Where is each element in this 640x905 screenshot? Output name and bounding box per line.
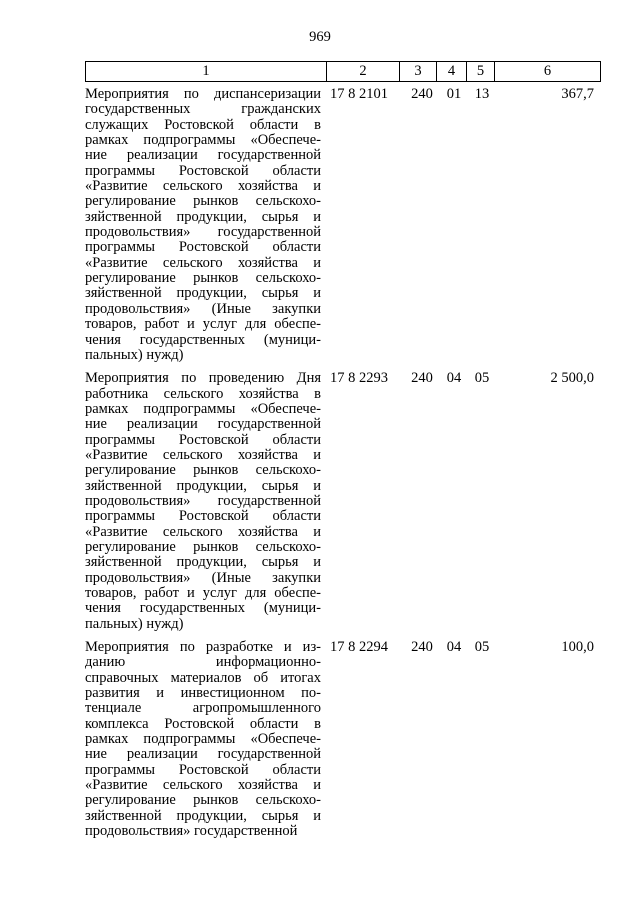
description-line: зяйственной продукции, сырья и	[85, 554, 321, 571]
description-line: ние реализации государственной	[85, 416, 321, 433]
page-number: 969	[309, 29, 331, 45]
table-header-row	[85, 61, 601, 82]
description-line: товаров, работ и услуг для обеспе-	[85, 316, 321, 333]
expense-type-code: 240	[411, 370, 433, 387]
description-line: комплекса Ростовской области в	[85, 715, 321, 732]
table-row	[85, 640, 601, 839]
description-line: рамках подпрограммы «Обеспече-	[85, 132, 321, 149]
description-line: «Развитие сельского хозяйства и	[85, 523, 321, 540]
expense-type-code: 240	[411, 639, 433, 656]
header-col-4: 4	[437, 62, 467, 81]
row-description	[85, 371, 321, 632]
description-line: данию информационно-	[85, 654, 321, 671]
amount-value: 2 500,0	[550, 370, 594, 387]
target-article-code: 17 8 2294	[330, 639, 388, 656]
row-description	[85, 87, 321, 363]
header-col-2: 2	[327, 62, 400, 81]
description-line: зяйственной продукции, сырья и	[85, 477, 321, 494]
description-line: зяйственной продукции, сырья и	[85, 208, 321, 225]
header-col-1: 1	[86, 62, 327, 81]
description-line: продовольствия» (Иные закупки	[85, 569, 321, 586]
subsection-code: 05	[474, 370, 490, 387]
amount-value: 100,0	[561, 639, 594, 656]
row-description	[85, 640, 321, 839]
description-line: чения государственных (муници-	[85, 600, 321, 617]
header-col-3: 3	[400, 62, 437, 81]
description-line: программы Ростовской области	[85, 761, 321, 778]
description-line: программы Ростовской области	[85, 239, 321, 256]
section-code: 04	[446, 370, 462, 387]
target-article-code: 17 8 2101	[330, 86, 388, 102]
description-line: ние реализации государственной	[85, 147, 321, 164]
description-line: программы Ростовской области	[85, 162, 321, 179]
description-line: «Развитие сельского хозяйства и	[85, 446, 321, 463]
description-line: продовольствия» государственной	[85, 492, 321, 509]
description-line: работника сельского хозяйства в	[85, 385, 321, 402]
description-line: продовольствия» государственной	[85, 823, 298, 840]
description-line: регулирование рынков сельскохо-	[85, 270, 321, 287]
description-line: тенциале агропромышленного	[85, 700, 321, 717]
header-col-6: 6	[543, 63, 552, 79]
header-col-5: 5	[467, 62, 495, 81]
description-line: «Развитие сельского хозяйства и	[85, 254, 321, 271]
description-line: продовольствия» (Иные закупки	[85, 300, 321, 317]
description-line: Мероприятия по диспансеризации	[85, 86, 321, 102]
description-line: чения государственных (муници-	[85, 331, 321, 348]
description-line: продовольствия» государственной	[85, 224, 321, 241]
description-line: «Развитие сельского хозяйства и	[85, 777, 321, 794]
description-line: зяйственной продукции, сырья и	[85, 285, 321, 302]
description-line: «Развитие сельского хозяйства и	[85, 178, 321, 195]
description-line: программы Ростовской области	[85, 431, 321, 448]
description-line: рамках подпрограммы «Обеспече-	[85, 731, 321, 748]
section-code: 04	[446, 639, 462, 656]
description-line: Мероприятия по разработке и из-	[85, 639, 321, 656]
section-code: 01	[446, 86, 462, 102]
description-line: регулирование рынков сельскохо-	[85, 792, 321, 809]
description-line: регулирование рынков сельскохо-	[85, 193, 321, 210]
expense-type-code: 240	[411, 86, 433, 102]
table-body	[85, 87, 601, 840]
budget-table	[85, 61, 601, 840]
description-line: пальных) нужд)	[85, 346, 184, 363]
description-line: развития и инвестиционном по-	[85, 685, 321, 702]
description-line: рамках подпрограммы «Обеспече-	[85, 400, 321, 417]
subsection-code: 05	[474, 639, 490, 656]
amount-value: 367,7	[561, 86, 594, 102]
subsection-code: 13	[474, 86, 490, 102]
description-line: регулирование рынков сельскохо-	[85, 462, 321, 479]
description-line: справочных материалов об итогах	[85, 669, 321, 686]
description-line: служащих Ростовской области в	[85, 116, 321, 133]
description-line: регулирование рынков сельскохо-	[85, 538, 321, 555]
description-line: государственных гражданских	[85, 101, 321, 118]
description-line: Мероприятия по проведению Дня	[85, 370, 321, 387]
table-row	[85, 87, 601, 363]
description-line: пальных) нужд)	[85, 615, 184, 632]
target-article-code: 17 8 2293	[330, 370, 388, 387]
description-line: программы Ростовской области	[85, 508, 321, 525]
description-line: ние реализации государственной	[85, 746, 321, 763]
description-line: товаров, работ и услуг для обеспе-	[85, 585, 321, 601]
table-row	[85, 371, 601, 632]
description-line: зяйственной продукции, сырья и	[85, 807, 321, 824]
